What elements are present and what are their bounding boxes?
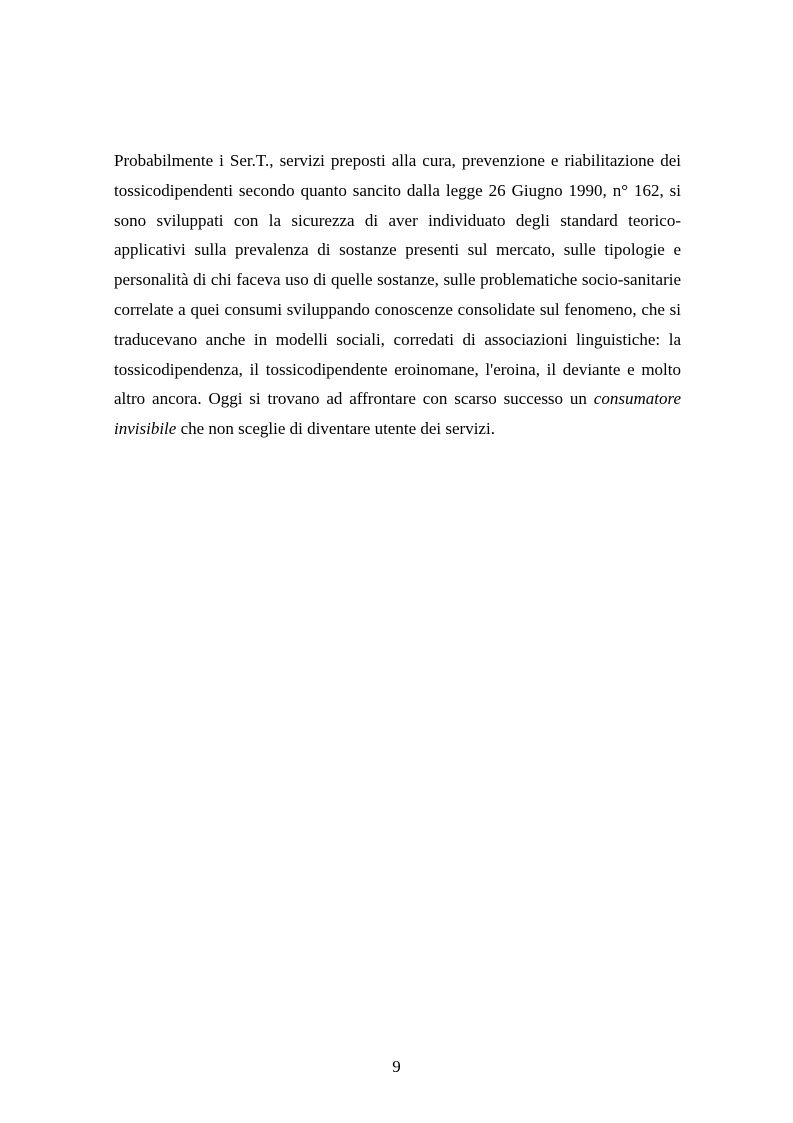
body-paragraph xyxy=(114,146,681,444)
paragraph-text-end: che non sceglie di diventare utente dei servizi. xyxy=(176,419,495,439)
page-number: 9 xyxy=(392,1057,401,1076)
paragraph-text-start: Probabilmente i Ser.T., servizi preposti alla cura, prevenzione e riabilitazione dei tossicodipendenti secondo quanto sancito dalla legge 26 Giugno 1990, n° 162, si sono sviluppati con la sicurezza di aver individuato degli standard teorico-applicativi sulla prevalenza di sostanze presenti sul mercato, sulle tipologie e personalità di chi faceva uso di quelle sostanze, sulle problematiche socio-sanitarie correlate a quei consumi sviluppando conoscenze consolidate sul fenomeno, che si traducevano anche in modelli sociali, corredati di associazioni linguistiche: la tossicodipendenza, il tossicodipendente eroinomane, l'eroina, il deviante e molto altro ancora. Oggi si trovano ad affrontare con scarso successo un xyxy=(114,151,681,409)
paragraph-emphasis: consumatore invisibile xyxy=(114,389,681,439)
